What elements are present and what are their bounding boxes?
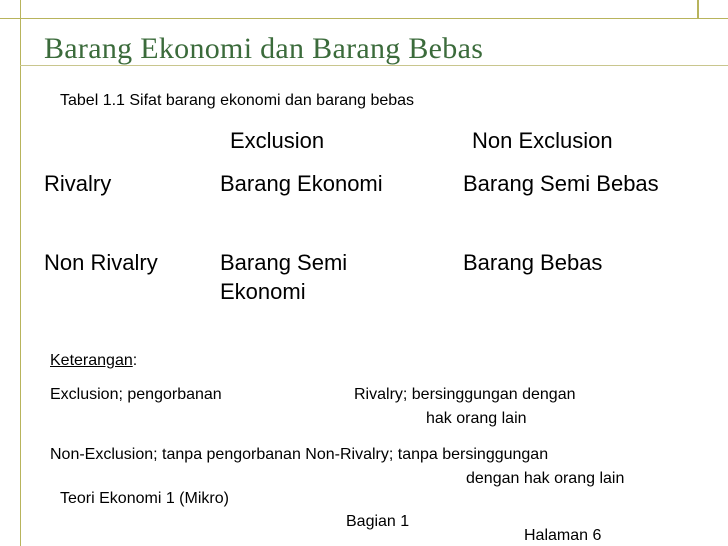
header-non-exclusion: Non Exclusion: [472, 128, 613, 153]
note-exclusion: Exclusion; pengorbanan: [50, 386, 222, 403]
row-label-rivalry: Rivalry: [44, 171, 112, 196]
note-non-rivalry-line2: dengan hak orang lain: [466, 470, 625, 487]
note-rivalry-line1: Rivalry; bersinggungan dengan: [354, 386, 576, 403]
footer-section: Bagian 1: [346, 513, 410, 530]
cell-non-rivalry-exclusion: Barang Semi Ekonomi: [220, 250, 348, 304]
frame-top-right-line: [697, 0, 699, 19]
frame-top-rule: [20, 18, 728, 19]
cell-rivalry-exclusion: Barang Ekonomi: [220, 171, 383, 196]
table-caption: Tabel 1.1 Sifat barang ekonomi dan barang bebas: [60, 92, 415, 109]
footer-page-number: Halaman 6: [524, 527, 602, 544]
cell-non-rivalry-non-exclusion: Barang Bebas: [463, 250, 603, 275]
slide-title: Barang Ekonomi dan Barang Bebas: [44, 32, 484, 65]
note-non-exclusion-non-rivalry: Non-Exclusion; tanpa pengorbanan Non-Rivalry; tanpa bersinggungan: [50, 446, 549, 463]
notes-heading: [50, 352, 137, 370]
notes-heading-colon: :: [132, 352, 138, 369]
notes-heading-label: Keterangan: [50, 352, 133, 369]
frame-top-left-line: [0, 18, 21, 19]
header-exclusion: Exclusion: [230, 128, 325, 153]
cell-rivalry-non-exclusion: Barang Semi Bebas: [463, 171, 659, 196]
row-label-non-rivalry: Non Rivalry: [44, 250, 158, 275]
frame-left-line: [20, 0, 21, 546]
footer-course: Teori Ekonomi 1 (Mikro): [60, 490, 229, 507]
note-rivalry-line2: hak orang lain: [426, 410, 527, 427]
